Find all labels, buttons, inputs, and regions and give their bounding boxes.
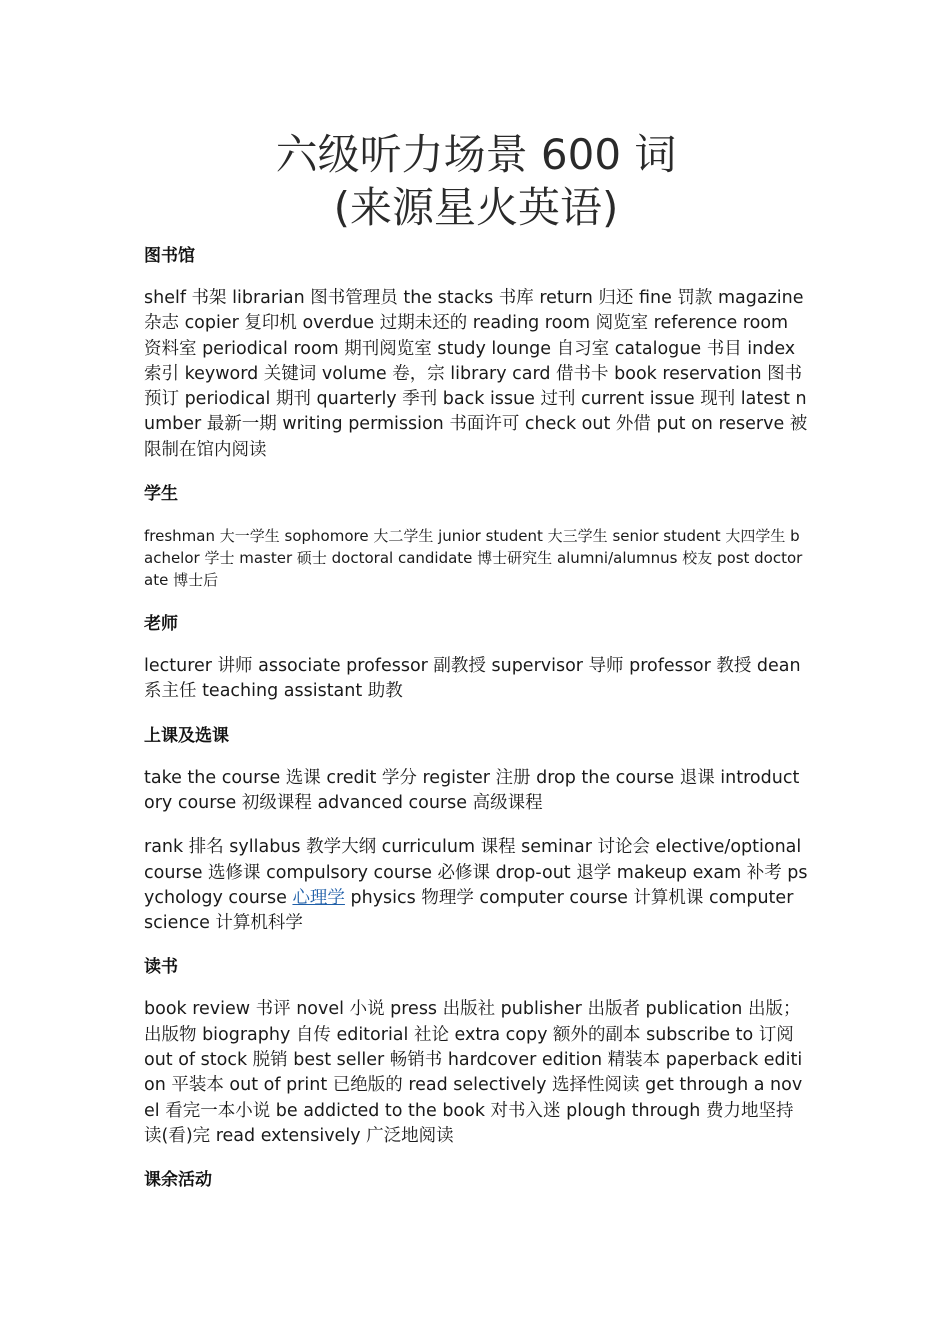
paragraph-teachers: lecturer 讲师 associate professor 副教授 supervisor 导师 professor 教授 dean 系主任 teaching assistant 助教 [144,656,801,702]
section-heading-reading: 读书 [144,957,178,978]
courses-text-after-link: physics 物理学 computer course 计算机课 computer science 计算机科学 [144,887,794,934]
paragraph-library: shelf 书架 librarian 图书管理员 the stacks 书库 return 归还 fine 罚款 magazine 杂志 copier 复印机 overdue 过期未还的 reading room 阅览室 reference room 资料室 periodical room 期刊阅览室 study lounge 自习室 catalogue 书目 index 索引 keyword 关键词 volume 卷，宗 library card 借书卡 book reservation 图书预订 periodical 期刊 quarterly 季刊 back issue 过刊 current issue 现刊 latest number 最新一期 writing permission 书面许可 check out 外借 put on reserve 被限制在馆内阅读 [144,288,808,460]
paragraph-reading: book review 书评 novel 小说 press 出版社 publisher 出版者 publication 出版；出版物 biography 自传 editorial 社论 extra copy 额外的副本 subscribe to 订阅 out of stock 脱销 best seller 畅销书 hardcover edition 精装本 paperback edition 平装本 out of print 已绝版的 read selectively 选择性阅读 get through a novel 看完一本小说 be addicted to the book 对书入迷 plough through 费力地坚持读(看)完 read extensively 广泛地阅读 [144,999,803,1146]
psychology-link[interactable]: 心理学 [292,887,345,908]
document-page [144,0,808,1191]
title-line-2: (来源星火英语) [333,183,619,232]
document-title [144,0,808,234]
paragraph-courses-1: take the course 选课 credit 学分 register 注册 drop the course 退课 introductory course 初级课程 advanced course 高级课程 [144,767,800,813]
courses-text-before-link: rank 排名 syllabus 教学大纲 curriculum 课程 seminar 讨论会 elective/optional course 选修课 compulsory course 必修课 drop-out 退学 makeup exam 补考 psychology course [144,837,808,908]
section-heading-teachers: 老师 [144,614,178,635]
title-line-1: 六级听力场景 600 词 [275,130,677,179]
section-heading-library: 图书馆 [144,246,195,266]
section-heading-courses: 上课及选课 [144,725,229,746]
section-heading-activities: 课余活动 [144,1170,212,1191]
paragraph-students: freshman 大一学生 sophomore 大二学生 junior student 大三学生 senior student 大四学生 bachelor 学士 master 硕士 doctoral candidate 博士研究生 alumni/alumnus 校友 post doctorate 博士后 [144,527,803,590]
section-heading-students: 学生 [144,484,178,505]
paragraph-courses-2 [144,835,808,936]
